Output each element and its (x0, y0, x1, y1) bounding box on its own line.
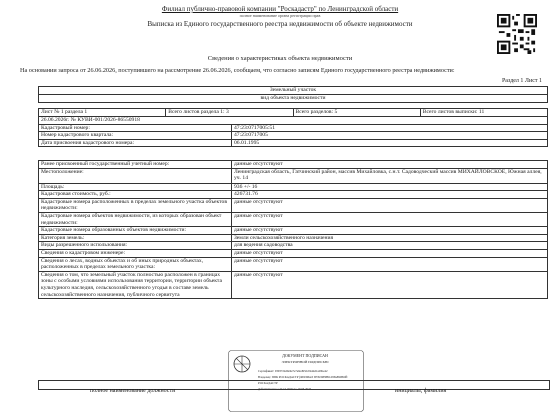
document-number: 26.06.2026г. № КУВИ-001/2026-86550918 (39, 117, 548, 125)
detail-label: Кадастровые номера объектов недвижимости, из которых образован объект недвижимости: (39, 212, 232, 226)
registry-org-caption: полное наименование органа регистрации прав (239, 13, 321, 18)
detail-value: для ведения садоводства (232, 242, 548, 250)
detail-value: Земли сельскохозяйственного назначения (232, 234, 548, 242)
detail-value: 936 +/- 16 (232, 183, 548, 191)
stamp-owner-2: РОСКАДАСТР (258, 381, 278, 385)
record-value: 06.01.1995 (232, 139, 548, 147)
stamp-validity: Действителен: с 24.12.2025 по 19.03.2027 (258, 387, 312, 391)
detail-value: Ленинградская область, Гатчинский район, массив Михайловка, с.н.т. Садоводческий массив МИХАЙЛОВСКОЕ, Южная аллея, уч. 14 (232, 168, 548, 183)
detail-label: Местоположение: (39, 168, 232, 183)
detail-value: данные отсутствуют (232, 198, 548, 212)
record-label: Дата присвоения кадастрового номера: (39, 139, 232, 147)
section-sheet-count: Всего листов раздела 1: 3 (166, 109, 293, 117)
qr-code-image (497, 14, 537, 54)
registry-org-name: Филиал публично-правовой компании "Роскадастр" по Ленинградской области (161, 5, 399, 13)
detail-label: Виды разрешенного использования: (39, 242, 232, 250)
object-type: Земельный участок (39, 87, 548, 95)
detail-label: Сведения о кадастровом инженере: (39, 249, 232, 257)
detail-value: данные отсутствуют (232, 161, 548, 169)
detail-value: 426731.76 (232, 191, 548, 199)
signature-name-caption: инициалы, фамилия (395, 388, 447, 394)
detail-label: Кадастровая стоимость, руб.: (39, 191, 232, 199)
detail-value: данные отсутствуют (232, 249, 548, 257)
object-type-caption: вид объекта недвижимости (39, 95, 548, 103)
detail-value: данные отсутствуют (232, 271, 548, 298)
record-value: 47:23:0717005 (232, 132, 548, 140)
stamp-cert: Сертификат: 0393724d0e9e7e7e9ed932c0444d1a29be42 (258, 369, 328, 373)
part-indicator: Раздел 1 Лист 1 (501, 78, 542, 84)
detail-value: данные отсутствуют (232, 212, 548, 226)
request-basis-text: На основании запроса от 26.06.2026, поступившего на рассмотрение 26.06.2026, сообщаем, что согласно записям Единого государственного реестра недвижимости: (20, 67, 455, 74)
detail-label: Кадастровые номера расположенных в пределах земельного участка объектов недвижимости: (39, 198, 232, 212)
details-table (38, 160, 548, 299)
detail-label: Категория земель: (39, 234, 232, 242)
record-value: 47:23:0717005:51 (232, 124, 548, 132)
object-type-table (38, 86, 548, 103)
record-label: Номер кадастрового квартала: (39, 132, 232, 140)
stamp-owner: Владелец: ППК РОСКАДАСТР (ФИЛИАЛ ПУБЛИЧНО-ПРАВОВОЙ (258, 375, 348, 379)
detail-value: данные отсутствуют (232, 227, 548, 235)
stamp-subtitle: ЭЛЕКТРОННОЙ ПОДПИСЬЮ (281, 360, 329, 364)
section-count: Всего разделов: 5 (293, 109, 420, 117)
detail-label: Площадь: (39, 183, 232, 191)
document-title: Выписка из Единого государственного реестра недвижимости об объекте недвижимости (147, 20, 413, 28)
section-heading: Сведения о характеристиках объекта недвижимости (207, 55, 353, 62)
stamp-title: ДОКУМЕНТ ПОДПИСАН (282, 353, 328, 358)
detail-label: Сведения о лесах, водных объектах и об иных природных объектах, расположенных в пределах земельного участка: (39, 257, 232, 271)
detail-label: Ранее присвоенный государственный учетный номер: (39, 161, 232, 169)
signature-position-caption: полное наименование должности (90, 388, 176, 394)
record-table (38, 116, 548, 147)
detail-value: данные отсутствуют (232, 257, 548, 271)
record-label: Кадастровый номер: (39, 124, 232, 132)
total-sheet-count: Всего листов выписки: 11 (420, 109, 547, 117)
detail-label: Сведения о том, что земельный участок полностью расположен в границах зоны с особыми условиями использования территории, территории объекта культурного наследия, сельскохозяйственного угодья в составе земель сельскохозяйственного назначения, публичного сервитута (39, 271, 232, 298)
detail-label: Кадастровые номера образованных объектов недвижимости: (39, 227, 232, 235)
sheet-number: Лист № 1 раздела 1 (39, 109, 166, 117)
